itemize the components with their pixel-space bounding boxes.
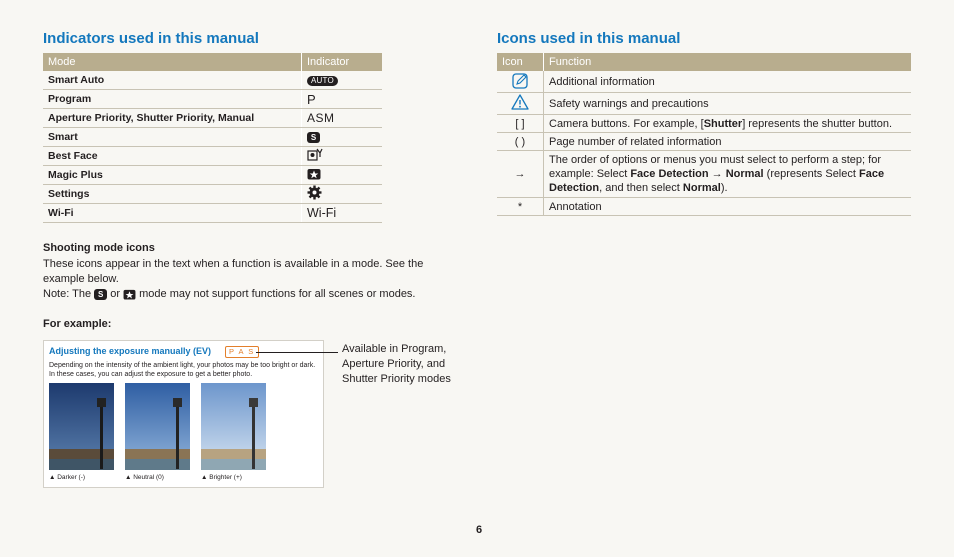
table-row xyxy=(497,93,911,115)
function-text: Page number of related information xyxy=(544,133,912,151)
smart-mode-icon: S xyxy=(94,289,107,300)
shooting-mode-description: These icons appear in the text when a function is available in a mode. See the example below. xyxy=(43,258,424,285)
callout-text: Available in Program, Aperture Priority, and Shutter Priority modes xyxy=(342,343,451,385)
mode-name: Smart xyxy=(43,128,302,147)
mode-name: Settings xyxy=(43,185,302,204)
example-title: Adjusting the exposure manually (EV) xyxy=(49,346,212,356)
indicator-column-header: Indicator xyxy=(302,53,383,71)
table-row xyxy=(43,109,382,128)
mode-badge: P A S xyxy=(225,346,259,358)
function-text: Additional information xyxy=(544,71,912,93)
example-label: For example: xyxy=(43,318,112,330)
function-column-header: Function xyxy=(544,53,912,71)
arrow-icon: → xyxy=(497,151,544,198)
example-excerpt xyxy=(43,340,324,488)
mode-name: Magic Plus xyxy=(43,166,302,185)
table-row xyxy=(43,166,382,185)
page-number: 6 xyxy=(476,524,483,536)
magic-plus-icon xyxy=(123,289,136,300)
table-row xyxy=(43,128,382,147)
parenthesis-icon: ( ) xyxy=(497,133,544,151)
mode-name: Wi-Fi xyxy=(43,204,302,223)
asm-mode-icon: ASM xyxy=(307,111,335,125)
table-row xyxy=(497,133,911,151)
smart-mode-icon: S xyxy=(307,132,320,143)
best-face-icon xyxy=(307,148,323,161)
mode-name: Aperture Priority, Shutter Priority, Manual xyxy=(43,109,302,128)
note-icon xyxy=(512,72,529,89)
indicators-heading: Indicators used in this manual xyxy=(43,30,259,47)
smart-auto-icon: AUTO xyxy=(307,76,338,86)
settings-gear-icon xyxy=(307,185,322,200)
mode-column-header: Mode xyxy=(43,53,302,71)
neutral-photo xyxy=(125,383,190,470)
table-row xyxy=(43,90,382,109)
bracket-icon: [ ] xyxy=(497,115,544,133)
neutral-caption: ▲ Neutral (0) xyxy=(125,474,164,481)
magic-plus-icon xyxy=(307,168,321,180)
function-text: Camera buttons. For example, [Shutter] represents the shutter button. xyxy=(544,115,912,133)
icon-column-header: Icon xyxy=(497,53,544,71)
table-row xyxy=(497,198,911,216)
table-row xyxy=(497,151,911,198)
asterisk-icon: * xyxy=(497,198,544,216)
mode-name: Best Face xyxy=(43,147,302,166)
shooting-mode-title: Shooting mode icons xyxy=(43,242,155,254)
table-row xyxy=(497,71,911,93)
darker-photo xyxy=(49,383,114,470)
table-row xyxy=(43,185,382,204)
mode-name: Smart Auto xyxy=(43,71,302,90)
mode-indicator-table xyxy=(43,53,382,223)
shooting-mode-note: Note: The S or mode may not support functions for all scenes or modes. xyxy=(43,288,416,300)
example-body: Depending on the intensity of the ambient light, your photos may be too bright or dark. In these cases, you can adjust the exposure to get a better photo. xyxy=(49,362,316,378)
icons-heading: Icons used in this manual xyxy=(497,30,681,47)
darker-caption: ▲ Darker (-) xyxy=(49,474,86,481)
shooting-mode-section xyxy=(43,242,433,302)
table-row xyxy=(497,115,911,133)
function-text: The order of options or menus you must select to perform a step; for example: Select Face Detection → Normal (represents Select Face Detection, and then select Normal). xyxy=(544,151,912,198)
mode-name: Program xyxy=(43,90,302,109)
warning-icon xyxy=(511,94,529,110)
table-row xyxy=(43,71,382,90)
program-mode-icon: P xyxy=(307,91,316,107)
table-row xyxy=(43,204,382,223)
icon-function-table xyxy=(497,53,911,216)
brighter-photo xyxy=(201,383,266,470)
callout-line xyxy=(256,352,338,353)
wifi-icon: Wi-Fi xyxy=(307,206,337,220)
function-text: Safety warnings and precautions xyxy=(544,93,912,115)
function-text: Annotation xyxy=(544,198,912,216)
table-row xyxy=(43,147,382,166)
brighter-caption: ▲ Brighter (+) xyxy=(201,474,242,481)
